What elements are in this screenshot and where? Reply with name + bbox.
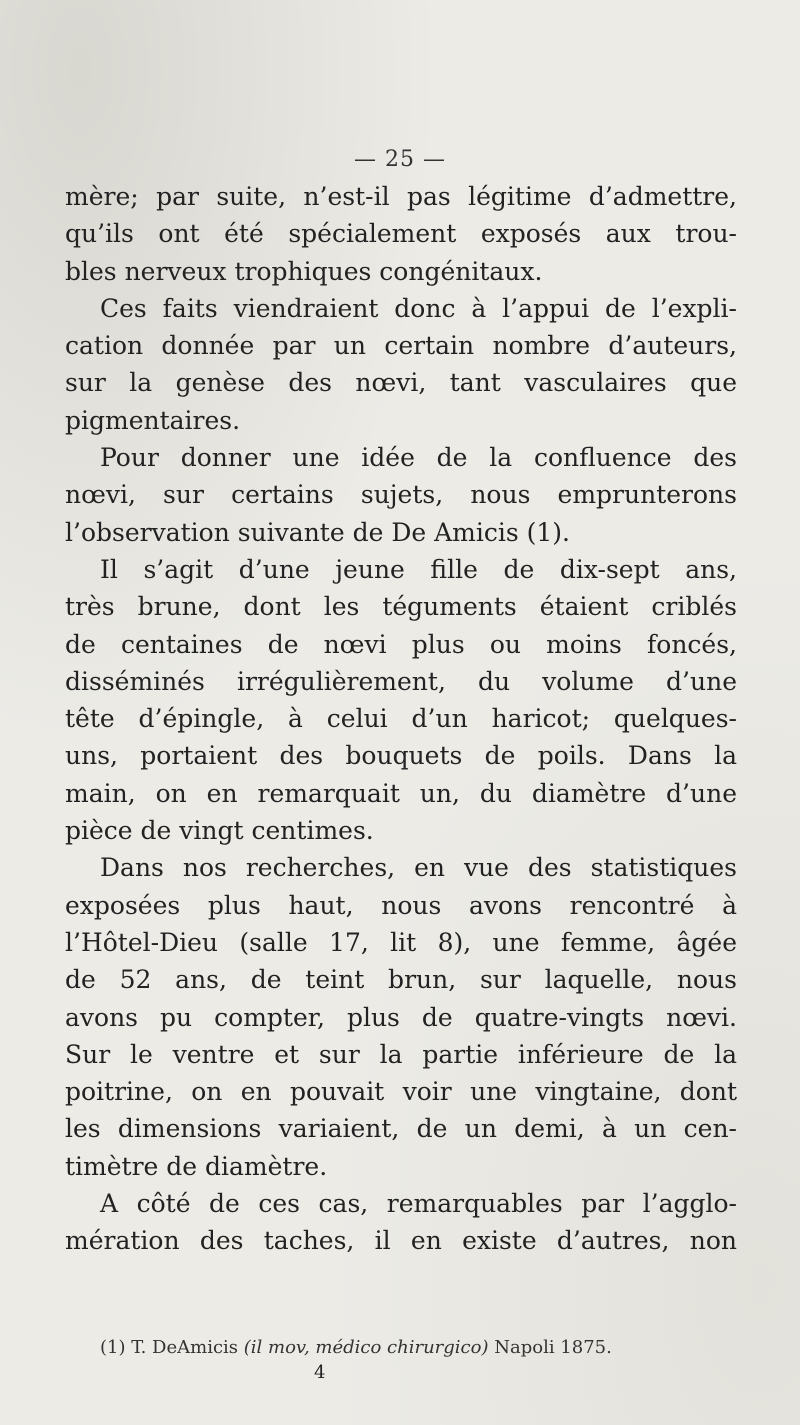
page-number: — 25 —: [354, 147, 446, 172]
body-text: [65, 178, 737, 1260]
text-line: pigmentaires.: [65, 405, 241, 435]
text-line: uns, portaient des bouquets de poils. Dans la: [65, 741, 737, 771]
text-line: très brune, dont les téguments étaient criblés: [65, 592, 737, 622]
text-line: sur la genèse des nœvi, tant vasculaires que: [65, 368, 737, 398]
text-line: pièce de vingt centimes.: [65, 816, 374, 846]
text-line: de 52 ans, de teint brun, sur laquelle, nous: [65, 965, 737, 995]
text-line: timètre de diamètre.: [65, 1151, 328, 1181]
footnote-author: T. DeAmicis: [131, 1337, 239, 1358]
footnote-place: Napoli 1875.: [494, 1337, 612, 1358]
text-line: Ces faits viendraient donc à l’appui de l’expli-: [100, 293, 737, 323]
footnote-marker: (1): [100, 1337, 126, 1358]
text-line: qu’ils ont été spécialement exposés aux trou-: [65, 219, 737, 249]
text-line: Sur le ventre et sur la partie inférieure de la: [65, 1039, 737, 1069]
text-line: de centaines de nœvi plus ou moins foncés,: [65, 629, 737, 659]
text-line: exposées plus haut, nous avons rencontré à: [65, 890, 737, 920]
text-line: l’Hôtel-Dieu (salle 17, lit 8), une femme, âgée: [65, 927, 737, 957]
text-line: Dans nos recherches, en vue des statistiques: [100, 853, 737, 883]
text-line: nœvi, sur certains sujets, nous emprunterons: [65, 480, 737, 510]
text-line: tête d’épingle, à celui d’un haricot; quelques-: [65, 704, 737, 734]
footnote-title: (il mov, médico chirurgico): [243, 1337, 489, 1358]
text-line: A côté de ces cas, remarquables par l’agglo-: [100, 1189, 737, 1219]
text-line: disséminés irrégulièrement, du volume d’une: [65, 666, 737, 696]
text-line: les dimensions variaient, de un demi, à un cen-: [65, 1114, 737, 1144]
text-line: Pour donner une idée de la confluence des: [100, 443, 737, 473]
text-line: mération des taches, il en existe d’autres, non: [65, 1226, 737, 1256]
text-line: Il s’agit d’une jeune fille de dix-sept ans,: [100, 554, 737, 584]
text-line: bles nerveux trophiques congénitaux.: [65, 256, 543, 286]
text-line: mère; par suite, n’est-il pas légitime d’admettre,: [65, 182, 737, 211]
signature-mark: 4: [314, 1362, 326, 1383]
text-line: main, on en remarquait un, du diamètre d’une: [65, 778, 737, 808]
text-line: avons pu compter, plus de quatre-vingts nœvi.: [65, 1002, 737, 1032]
text-line: poitrine, on en pouvait voir une vingtaine, dont: [65, 1077, 737, 1107]
footnote: [100, 1337, 612, 1358]
text-line: cation donnée par un certain nombre d’auteurs,: [65, 331, 737, 361]
text-line: l’observation suivante de De Amicis (1).: [65, 517, 571, 547]
